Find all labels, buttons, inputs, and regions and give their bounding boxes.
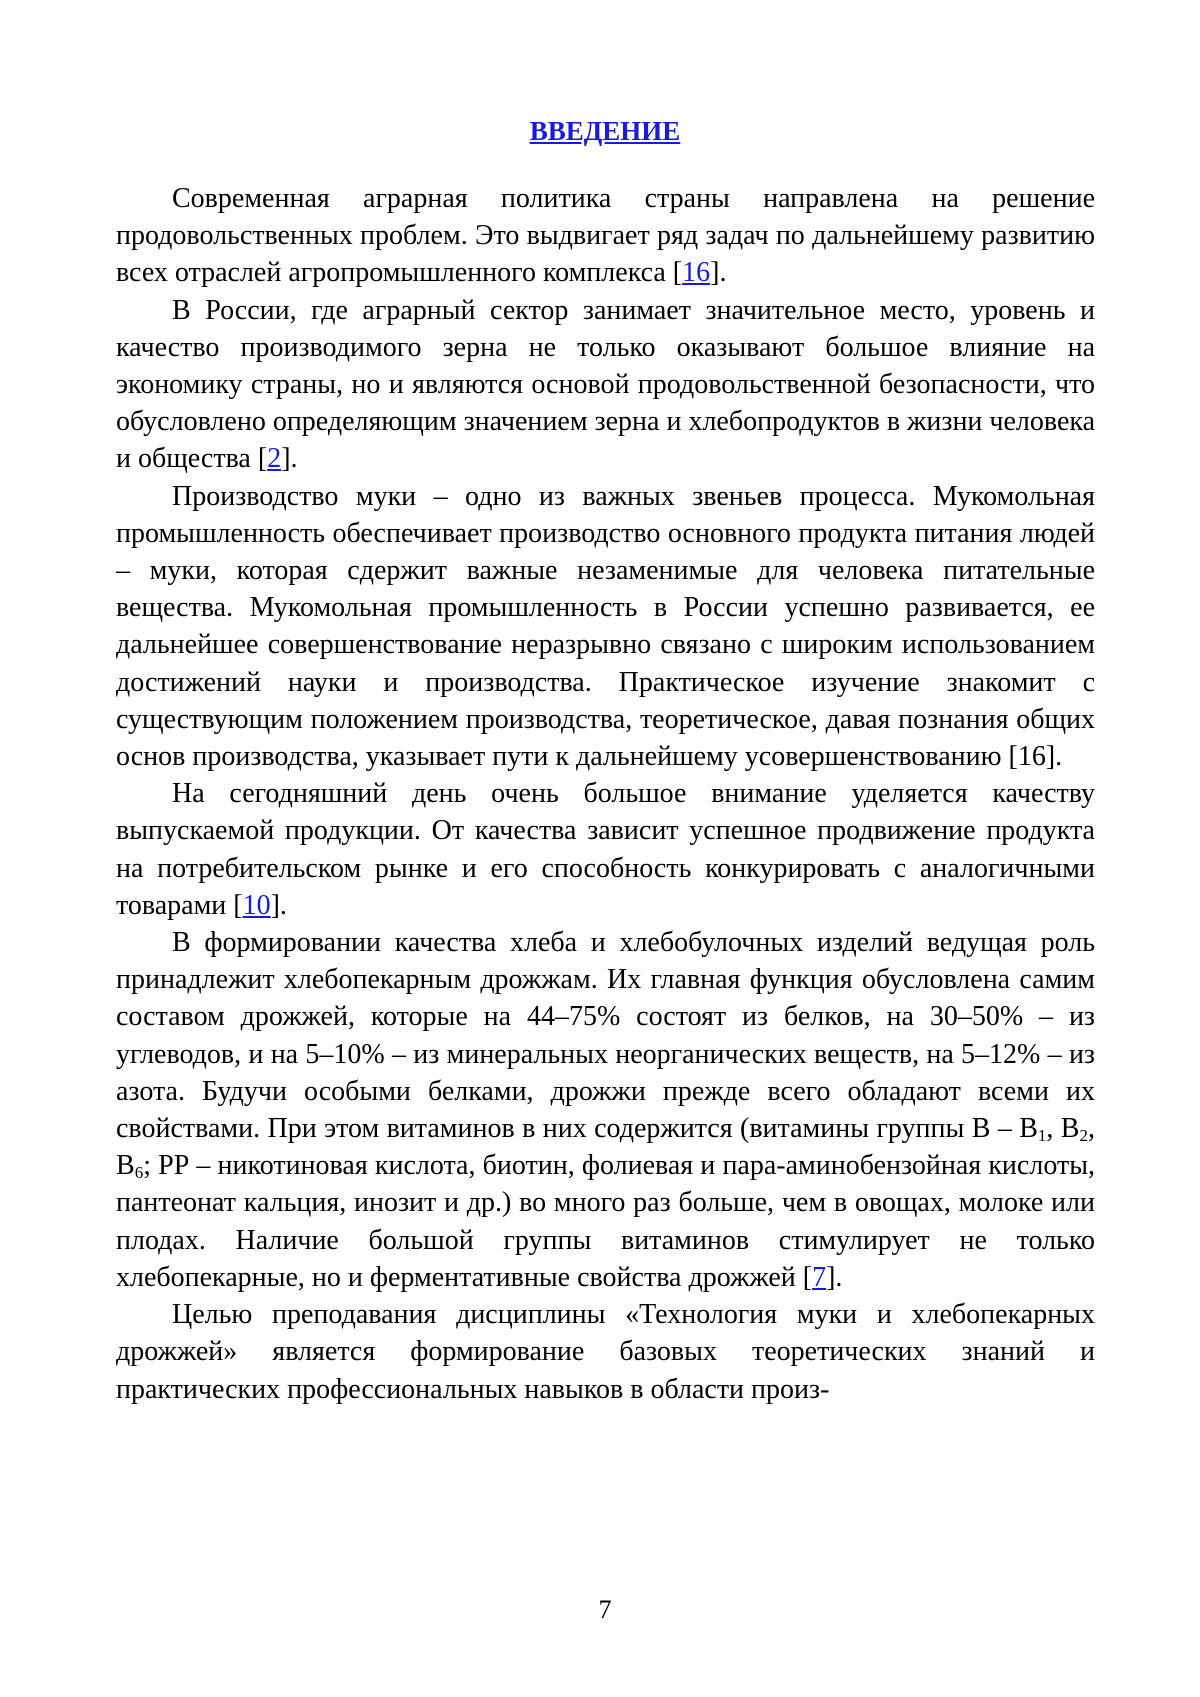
paragraph-2	[116, 292, 1095, 478]
subscript: 2	[1079, 1126, 1088, 1146]
paragraph-5	[116, 924, 1095, 1296]
paragraph-text: Производство муки – одно из важных звеньев процесса. Мукомольная промышленность обеспечивает производство основного продукта питания людей – муки, которая сдержит важные незаменимые для человека питательные вещества. Мукомольная промышленность в России успешно развивается, ее дальнейшее совершенствование неразрывно связано с широким использованием достижений науки и производства. Практическое изучение знакомит с существующим положением производства, теоретическое, давая познания общих основ производства, указывает пути к дальнейшему усовершенствованию [16].	[116, 480, 1095, 773]
paragraph-text: ].	[270, 889, 287, 921]
page-number: 7	[598, 1595, 612, 1624]
paragraph-text: Целью преподавания дисциплины «Технология муки и хлебопекарных дрожжей» является формирование базовых теоретических знаний и практических профессиональных навыков в области произ-	[116, 1299, 1095, 1405]
reference-link-16[interactable]: 16	[682, 257, 711, 289]
paragraph-text: ].	[826, 1261, 843, 1293]
heading-link[interactable]: ВВЕДЕНИЕ	[529, 116, 681, 146]
paragraph-text: , В	[116, 1113, 1095, 1182]
paragraph-4	[116, 775, 1095, 924]
paragraph-1	[116, 180, 1095, 292]
page-title	[0, 114, 1200, 148]
reference-link-10[interactable]: 10	[242, 889, 271, 921]
paragraph-text: На сегодняшний день очень большое внимание уделяется качеству выпускаемой продукции. От качества зависит успешное продвижение продукта на потребительском рынке и его способность конкурировать с аналогичными товарами [	[116, 778, 1095, 921]
reference-link-7[interactable]: 7	[812, 1261, 827, 1293]
reference-link-2[interactable]: 2	[267, 443, 282, 475]
paragraph-text: ; РР – никотиновая кислота, биотин, фолиевая и пара-аминобензойная кислоты, пантеонат кальция, инозит и др.) во много раз больше, чем в овощах, молоке или плодах. Наличие большой группы витаминов стимулирует не только хлебопекарные, но и ферментативные свойства дрожжей [	[116, 1150, 1095, 1293]
paragraph-text: В России, где аграрный сектор занимает значительное место, уровень и качество производимого зерна не только оказывают большое влияние на экономику страны, но и являются основой продовольственной безопасности, что обусловлено определяющим значением зерна и хлебопродуктов в жизни человека и общества [	[116, 294, 1095, 475]
paragraph-text: ].	[281, 443, 298, 475]
subscript: 6	[134, 1163, 144, 1183]
paragraph-3	[116, 478, 1095, 776]
paragraph-text: ].	[710, 257, 727, 289]
body-text	[116, 180, 1095, 1408]
paragraph-text: Современная аграрная политика страны направлена на решение продовольственных проблем. Это выдвигает ряд задач по дальнейшему развитию всех отраслей агропромышленного комплекса [	[116, 183, 1095, 289]
paragraph-6	[116, 1296, 1095, 1408]
paragraph-text: В формировании качества хлеба и хлебобулочных изделий ведущая роль принадлежит хлебопекарным дрожжам. Их главная функция обусловлена самим составом дрожжей, которые на 44–75% состоят из белков, на 30–50% – из углеводов, и на 5–10% – из минеральных неорганических веществ, на 5–12% – из азота. Будучи особыми белками, дрожжи прежде всего обладают всеми их свойствами. При этом витаминов в них содержится (витамины группы В – В	[116, 927, 1095, 1145]
subscript: 1	[1037, 1126, 1047, 1146]
paragraph-text: , В	[1046, 1113, 1080, 1145]
